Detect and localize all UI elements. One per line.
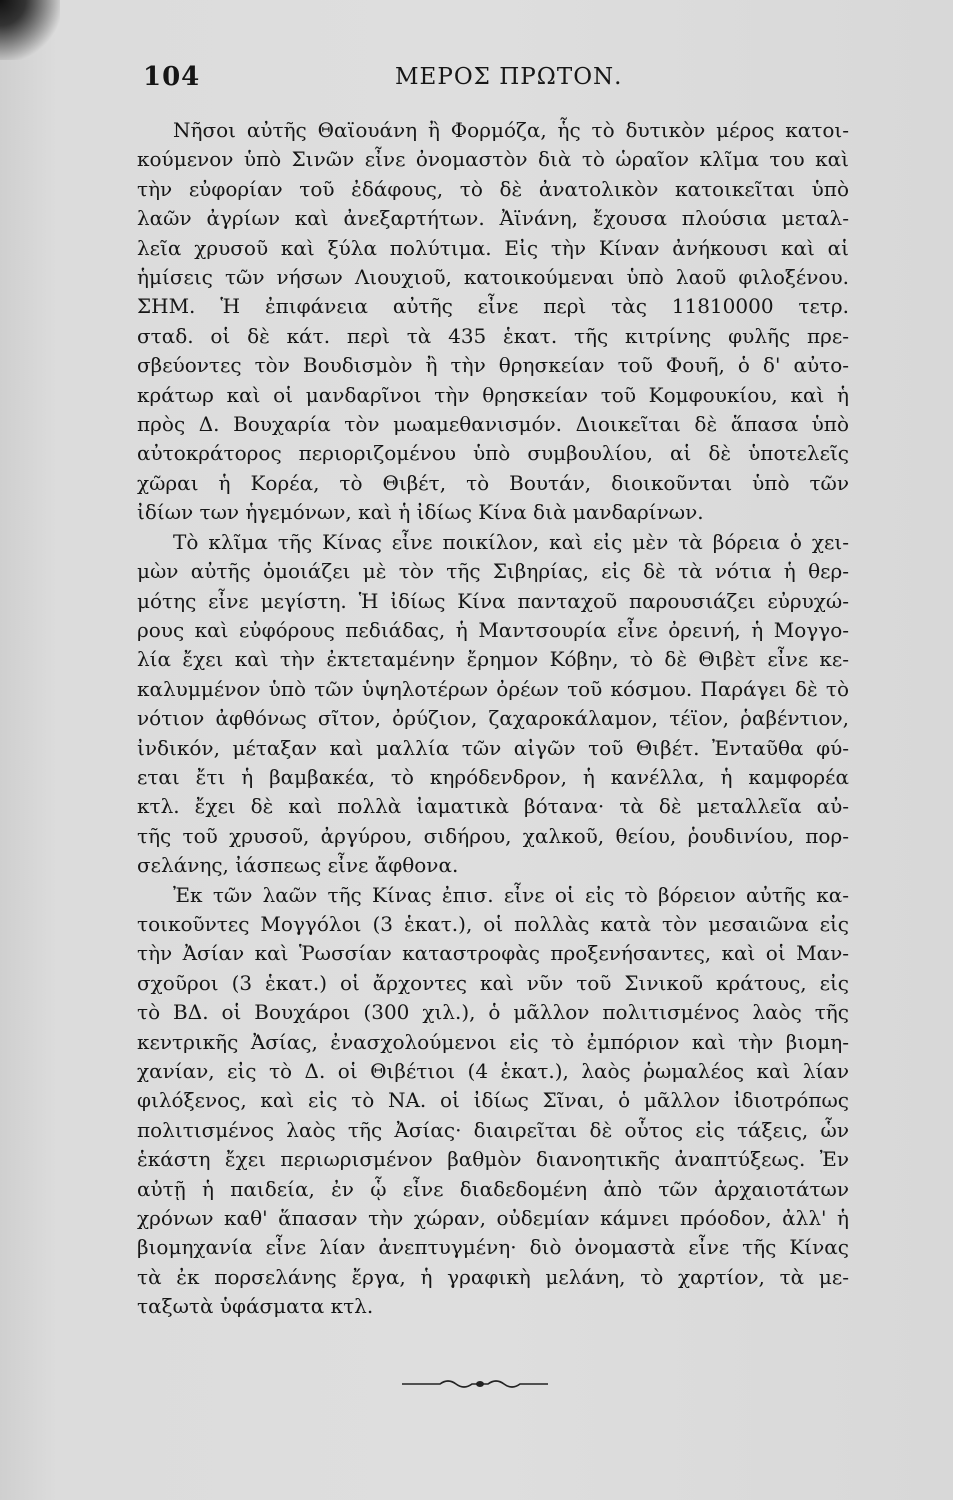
paragraph bbox=[137, 528, 849, 881]
text-line: ἰδίων των ἡγεμόνων, καὶ ἡ ἰδίως Κίνα διὰ μανδαρίνων. bbox=[137, 500, 704, 525]
text-line: βιομηχανία εἶνε λίαν ἀνεπτυγμένη· διὸ ὀνομαστὰ εἶνε τῆς Κίνας bbox=[137, 1235, 849, 1260]
text-line: σχοῦροι (3 ἑκατ.) οἱ ἄρχοντες καὶ νῦν τοῦ Σινικοῦ κράτους, εἰς bbox=[137, 970, 849, 995]
scan-corner-shadow bbox=[0, 0, 60, 60]
text-line: τὴν εὐφορίαν τοῦ ἐδάφους, τὸ δὲ ἀνατολικὸν κατοικεῖται ὑπὸ bbox=[137, 176, 849, 201]
text-line: ρους καὶ εὐφόρους πεδιάδας, ἡ Μαντσουρία εἶνε ὀρεινή, ἡ Μογγο- bbox=[137, 617, 849, 642]
text-line: χρόνων καθ' ἅπασαν τὴν χώραν, οὐδεμίαν κάμνει πρόοδον, ἀλλ' ἡ bbox=[137, 1206, 849, 1231]
text-line: ἡμίσεις τῶν νήσων Λιουχιοῦ, κατοικούμεναι ὑπὸ λαοῦ φιλοξένου. bbox=[137, 265, 849, 290]
text-line: χῶραι ἡ Κορέα, τὸ Θιβέτ, τὸ Βουτάν, διοικοῦνται ὑπὸ τῶν bbox=[137, 470, 849, 495]
text-line: χανίαν, εἰς τὸ Δ. οἱ Θιβέτιοι (4 ἑκατ.), λαὸς ῥωμαλέος καὶ λίαν bbox=[137, 1059, 849, 1083]
text-line: τῆς τοῦ χρυσοῦ, ἀργύρου, σιδήρου, χαλκοῦ, θείου, ῥουδινίου, πορ- bbox=[137, 823, 849, 848]
text-line: τὸ ΒΔ. οἱ Βουχάροι (300 χιλ.), ὁ μᾶλλον πολιτισμένος λαὸς τῆς bbox=[137, 1000, 849, 1025]
page-number: 104 bbox=[143, 62, 201, 92]
text-line: φιλόξενος, καὶ εἰς τὸ ΝΑ. οἱ ἰδίως Σῖναι, ὁ μᾶλλον ἰδιοτρόπως bbox=[137, 1088, 849, 1113]
text-line: κτλ. ἔχει δὲ καὶ πολλὰ ἰαματικὰ βότανα· τὰ δὲ μεταλλεῖα αὐ- bbox=[137, 794, 849, 819]
text-line: μότης εἶνε μεγίστη. Ἡ ἰδίως Κίνα πανταχοῦ παρουσιάζει εὐρυχώ- bbox=[137, 588, 849, 613]
text-line: εται ἔτι ἡ βαμβακέα, τὸ κηρόδενδρον, ἡ κανέλλα, ἡ καμφορέα bbox=[137, 764, 849, 789]
text-line: σβεύοντες τὸν Βουδισμὸν ἢ τὴν θρησκείαν τοῦ Φουῆ, ὁ δ' αὐτο- bbox=[137, 353, 849, 378]
text-line: σταδ. οἱ δὲ κάτ. περὶ τὰ 435 ἑκατ. τῆς κιτρίνης φυλῆς πρε- bbox=[137, 323, 849, 348]
text-line: ταξωτὰ ὑφάσματα κτλ. bbox=[137, 1294, 374, 1319]
text-line: Τὸ κλῖμα τῆς Κίνας εἶνε ποικίλον, καὶ εἰς μὲν τὰ βόρεια ὁ χει- bbox=[173, 529, 849, 554]
body-text bbox=[137, 116, 849, 1322]
text-line: πολιτισμένος λαὸς τῆς Ἀσίας· διαιρεῖται δὲ οὗτος εἰς τάξεις, ὧν bbox=[137, 1117, 849, 1142]
text-line: κράτωρ καὶ οἱ μανδαρῖνοι τὴν θρησκείαν τοῦ Κομφουκίου, καὶ ἡ bbox=[137, 382, 849, 407]
end-ornament bbox=[400, 1374, 550, 1394]
text-line: λαῶν ἀγρίων καὶ ἀνεξαρτήτων. Ἀϊνάνη, ἔχουσα πλούσια μεταλ- bbox=[137, 206, 849, 231]
text-line: αὐτῇ ἡ παιδεία, ἐν ᾧ εἶνε διαδεδομένη ἀπὸ τῶν ἀρχαιοτάτων bbox=[137, 1176, 849, 1201]
text-line: τὴν Ἀσίαν καὶ Ῥωσσίαν καταστροφὰς προξενήσαντες, καὶ οἱ Μαν- bbox=[137, 941, 849, 966]
text-line: λεῖα χρυσοῦ καὶ ξύλα πολύτιμα. Εἰς τὴν Κίναν ἀνήκουσι καὶ αἱ bbox=[137, 235, 849, 260]
text-line: νότιον ἀφθόνως σῖτον, ὀρύζιον, ζαχαροκάλαμον, τέϊον, ῥαβέντιον, bbox=[137, 706, 849, 731]
text-line: σελάνης, ἰάσπεως εἶνε ἄφθονα. bbox=[137, 853, 459, 878]
paragraph bbox=[137, 881, 849, 1322]
text-line: Νῆσοι αὐτῆς Θαϊουάνη ἢ Φορμόζα, ἧς τὸ δυτικὸν μέρος κατοι- bbox=[173, 118, 849, 142]
text-line: λία ἔχει καὶ τὴν ἐκτεταμένην ἔρημον Κόβην, τὸ δὲ Θιβὲτ εἶνε κε- bbox=[137, 647, 849, 672]
page-header bbox=[143, 62, 843, 96]
paragraph bbox=[137, 116, 849, 528]
text-line: ἑκάστη ἔχει περιωρισμένον βαθμὸν διανοητικῆς ἀναπτύξεως. Ἐν bbox=[137, 1147, 849, 1172]
text-line: αὐτοκράτορος περιοριζομένου ὑπὸ συμβουλίου, αἱ δὲ ὑποτελεῖς bbox=[137, 441, 849, 466]
text-line: ΣΗΜ. Ἡ ἐπιφάνεια αὐτῆς εἶνε περὶ τὰς 11810000 τετρ. bbox=[137, 294, 849, 319]
text-line: τὰ ἐκ πορσελάνης ἔργα, ἡ γραφικὴ μελάνη, τὸ χαρτίον, τὰ με- bbox=[137, 1264, 849, 1289]
text-line: ἰνδικόν, μέταξαν καὶ μαλλία τῶν αἰγῶν τοῦ Θιβέτ. Ἐνταῦθα φύ- bbox=[137, 735, 849, 760]
running-head: ΜΕΡΟΣ ΠΡΩΤΟΝ. bbox=[395, 64, 623, 90]
text-line: καλυμμένον ὑπὸ τῶν ὑψηλοτέρων ὀρέων τοῦ κόσμου. Παράγει δὲ τὸ bbox=[137, 676, 849, 701]
text-line: κούμενον ὑπὸ Σινῶν εἶνε ὀνομαστὸν διὰ τὸ ὡραῖον κλῖμα του καὶ bbox=[137, 147, 849, 172]
text-line: κεντρικῆς Ἀσίας, ἐνασχολούμενοι εἰς τὸ ἐμπόριον καὶ τὴν βιομη- bbox=[137, 1029, 849, 1054]
text-line: πρὸς Δ. Βουχαρία τὸν μωαμεθανισμόν. Διοικεῖται δὲ ἅπασα ὑπὸ bbox=[137, 412, 849, 437]
text-line: μὼν αὐτῆς ὁμοιάζει μὲ τὸν τῆς Σιβηρίας, εἰς δὲ τὰ νότια ἡ θερ- bbox=[137, 559, 849, 584]
text-line: τοικοῦντες Μογγόλοι (3 ἑκατ.), οἱ πολλὰς κατὰ τὸν μεσαιῶνα εἰς bbox=[137, 911, 849, 936]
text-line: Ἐκ τῶν λαῶν τῆς Κίνας ἐπισ. εἶνε οἱ εἰς τὸ βόρειον αὐτῆς κα- bbox=[173, 882, 849, 907]
